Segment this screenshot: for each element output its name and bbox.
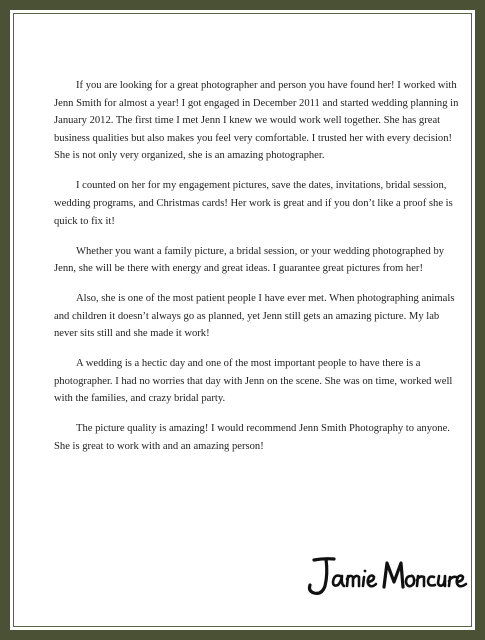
paragraph-3: Whether you want a family picture, a bridal session, or your wedding photographed by Jenn, she will be there with energy and great ideas. I guarantee great pictures from her!: [54, 245, 445, 275]
handwritten-signature: [304, 554, 469, 600]
paragraph-2: I counted on her for my engagement pictures, save the dates, invitations, bridal session, wedding programs, and Christmas cards! Her work is great and if you don’t like a proof she is quick to fix it!: [54, 180, 453, 227]
paragraph-1: If you are looking for a great photographer and person you have found her! I worked with Jenn Smith for almost a year! I got engaged in December 2011 and started wedding planning in January 2012. The first time I met Jenn I knew we would work well together. She has great business qualities but also makes you feel very comfortable. I trusted her with every decision! She is not only very organized, she is an amazing photographer.: [54, 80, 459, 162]
frame-inner-line: [10, 10, 475, 630]
paragraph-6: The picture quality is amazing! I would recommend Jenn Smith Photography to anyone. She is great to work with and an amazing person!: [54, 423, 450, 453]
letter-body: [54, 77, 459, 468]
letter-page: [13, 13, 472, 627]
paragraph-4: Also, she is one of the most patient people I have ever met. When photographing animals and children it doesn’t always go as planned, yet Jenn still gets an amazing picture. My lab never sits still and she made it work!: [54, 293, 455, 340]
paragraph-5: A wedding is a hectic day and one of the most important people to have there is a photographer. I had no worries that day with Jenn on the scene. She was on time, worked well with the families, and crazy bridal party.: [54, 358, 453, 405]
